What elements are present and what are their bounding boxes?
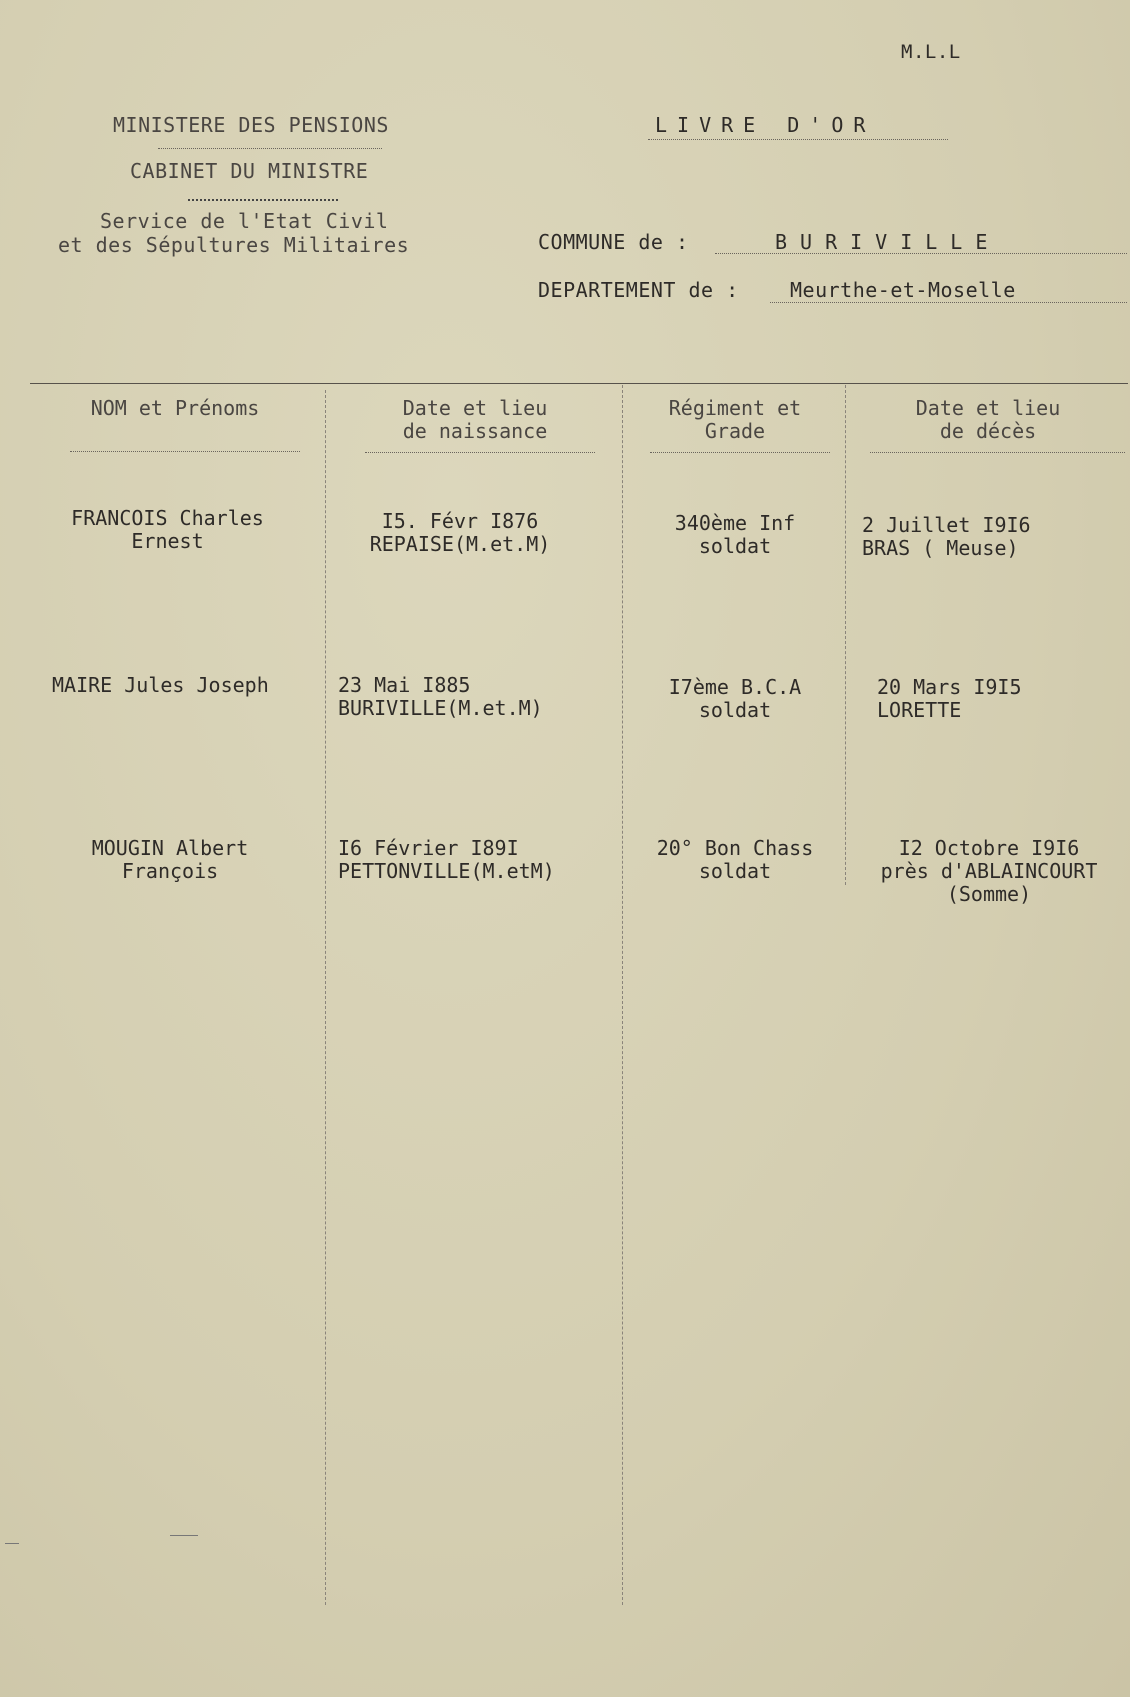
cabinet-underline [188,199,338,201]
row-1-death: 2 Juillet I9I6 BRAS ( Meuse) [862,513,1031,560]
row-2-regiment: I7ème B.C.A soldat [668,675,802,722]
column-separator [845,385,846,885]
column-separator [622,385,623,1605]
row-2-name: MAIRE Jules Joseph [52,673,269,697]
table-top-rule [30,383,1128,384]
row-3-name: MOUGIN Albert François [91,836,249,883]
column-header-birth: Date et lieu de naissance [402,396,548,443]
column-header-regiment: Régiment et Grade [668,396,802,443]
row-2-birth: 23 Mai I885 BURIVILLE(M.et.M) [338,673,543,720]
column-separator [325,390,326,1605]
commune-underline [715,253,1127,254]
service-line-2: et des Sépultures Militaires [58,233,410,257]
row-3-birth: I6 Février I89I PETTONVILLE(M.etM) [338,836,555,883]
title-underline [648,139,948,140]
row-3-regiment: 20° Bon Chass soldat [656,836,814,883]
departement-underline [770,302,1127,303]
column-header-name: NOM et Prénoms [90,396,260,420]
ministry-name: MINISTERE DES PENSIONS [113,113,389,137]
header-underline [650,452,830,453]
service-line-1: Service de l'Etat Civil [100,209,389,233]
pencil-mark [5,1543,19,1544]
row-3-death: I2 Octobre I9I6 près d'ABLAINCOURT (Somme) [880,836,1098,906]
document-title: LIVRE D'OR [655,113,876,137]
pencil-mark [170,1535,198,1536]
header-underline [70,451,300,452]
reference-code: M.L.L [901,41,961,63]
header-underline [365,452,595,453]
header-underline [870,452,1125,453]
row-1-name: FRANCOIS Charles Ernest [71,506,264,553]
cabinet-name: CABINET DU MINISTRE [130,159,369,183]
departement-value: Meurthe-et-Moselle [790,278,1016,302]
ministry-underline [158,148,382,149]
row-1-birth: I5. Févr I876 REPAISE(M.et.M) [369,509,551,556]
commune-value: BURIVILLE [775,230,1001,254]
row-1-regiment: 340ème Inf soldat [674,511,796,558]
row-2-death: 20 Mars I9I5 LORETTE [877,675,1022,722]
departement-label: DEPARTEMENT de : [538,278,739,302]
commune-label: COMMUNE de : [538,230,689,254]
column-header-death: Date et lieu de décès [915,396,1061,443]
